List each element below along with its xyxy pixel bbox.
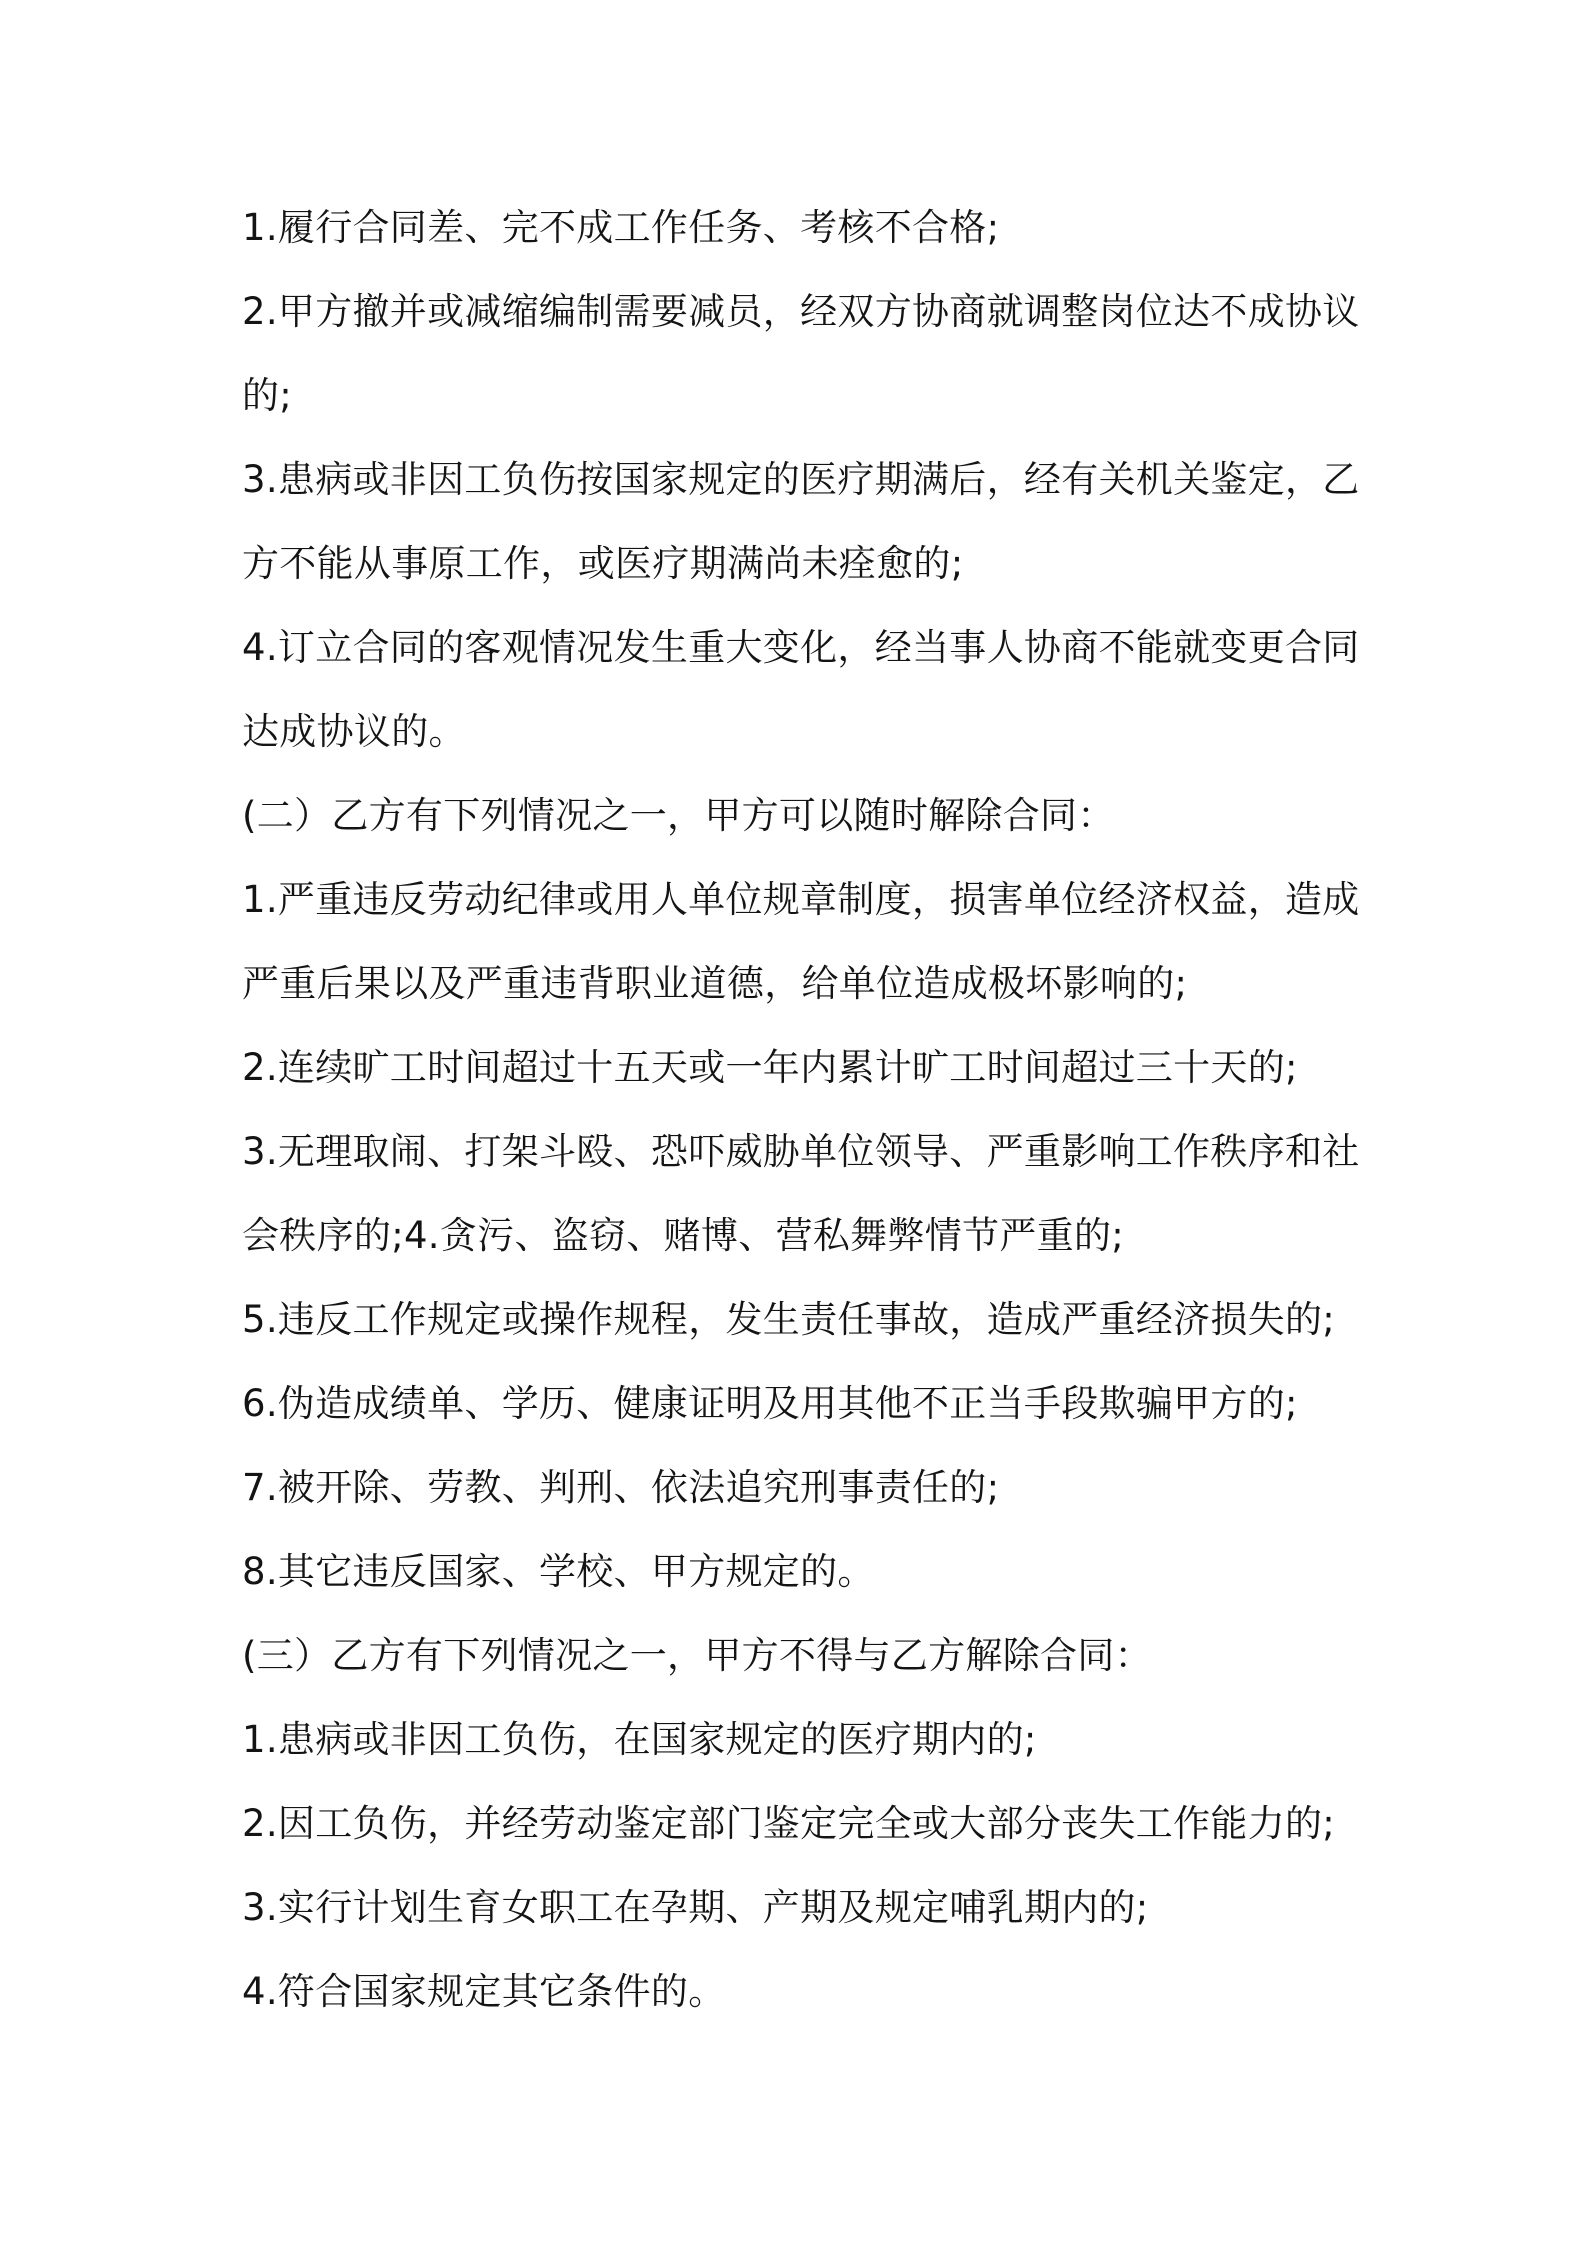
document-body <box>242 186 1422 2034</box>
paragraph-clause-1 <box>242 858 1422 1026</box>
paragraph-clause-4 <box>242 606 1422 774</box>
document-line: 3.患病或非因工负伤按国家规定的医疗期满后，经有关机关鉴定，乙 <box>242 458 1360 501</box>
document-line: 5.违反工作规定或操作规程，发生责任事故，造成严重经济损失的; <box>242 1298 1336 1341</box>
document-line: 3.实行计划生育女职工在孕期、产期及规定哺乳期内的; <box>242 1886 1149 1929</box>
paragraph-clause-3 <box>242 438 1422 606</box>
document-line: 的; <box>242 374 293 417</box>
document-line: 1.严重违反劳动纪律或用人单位规章制度，损害单位经济权益，造成 <box>242 878 1360 921</box>
section-heading: (三）乙方有下列情况之一，甲方不得与乙方解除合同： <box>242 1634 1152 1677</box>
paragraph-clause-4 <box>242 1950 1422 2034</box>
paragraph-clause-1 <box>242 186 1422 270</box>
document-line: 3.无理取闹、打架斗殴、恐吓威胁单位领导、严重影响工作秩序和社 <box>242 1130 1360 1173</box>
paragraph-clause-2 <box>242 1026 1422 1110</box>
document-line: 7.被开除、劳教、判刑、依法追究刑事责任的; <box>242 1466 1000 1509</box>
paragraph-clause-2 <box>242 1782 1422 1866</box>
document-line: 2.甲方撤并或减缩编制需要减员，经双方协商就调整岗位达不成协议 <box>242 290 1360 333</box>
document-line: 2.因工负伤，并经劳动鉴定部门鉴定完全或大部分丧失工作能力的; <box>242 1802 1336 1845</box>
document-line: 8.其它违反国家、学校、甲方规定的。 <box>242 1550 875 1593</box>
document-line: 方不能从事原工作，或医疗期满尚未痊愈的; <box>242 542 964 585</box>
section-heading: (二）乙方有下列情况之一，甲方可以随时解除合同： <box>242 794 1115 837</box>
document-line: 4.订立合同的客观情况发生重大变化，经当事人协商不能就变更合同 <box>242 626 1360 669</box>
section-heading-3 <box>242 1614 1422 1698</box>
paragraph-clause-3 <box>242 1110 1422 1278</box>
document-line: 1.患病或非因工负伤，在国家规定的医疗期内的; <box>242 1718 1037 1761</box>
document-line: 达成协议的。 <box>242 710 466 753</box>
paragraph-clause-6 <box>242 1362 1422 1446</box>
paragraph-clause-5 <box>242 1278 1422 1362</box>
paragraph-clause-7 <box>242 1446 1422 1530</box>
document-line: 4.符合国家规定其它条件的。 <box>242 1970 726 2013</box>
paragraph-clause-3 <box>242 1866 1422 1950</box>
paragraph-clause-2 <box>242 270 1422 438</box>
document-line: 1.履行合同差、完不成工作任务、考核不合格; <box>242 206 1000 249</box>
document-line: 2.连续旷工时间超过十五天或一年内累计旷工时间超过三十天的; <box>242 1046 1298 1089</box>
document-line: 会秩序的;4.贪污、盗窃、赌博、营私舞弊情节严重的; <box>242 1214 1125 1257</box>
section-heading-2 <box>242 774 1422 858</box>
paragraph-clause-1 <box>242 1698 1422 1782</box>
document-line: 严重后果以及严重违背职业道德，给单位造成极坏影响的; <box>242 962 1188 1005</box>
document-line: 6.伪造成绩单、学历、健康证明及用其他不正当手段欺骗甲方的; <box>242 1382 1298 1425</box>
paragraph-clause-8 <box>242 1530 1422 1614</box>
